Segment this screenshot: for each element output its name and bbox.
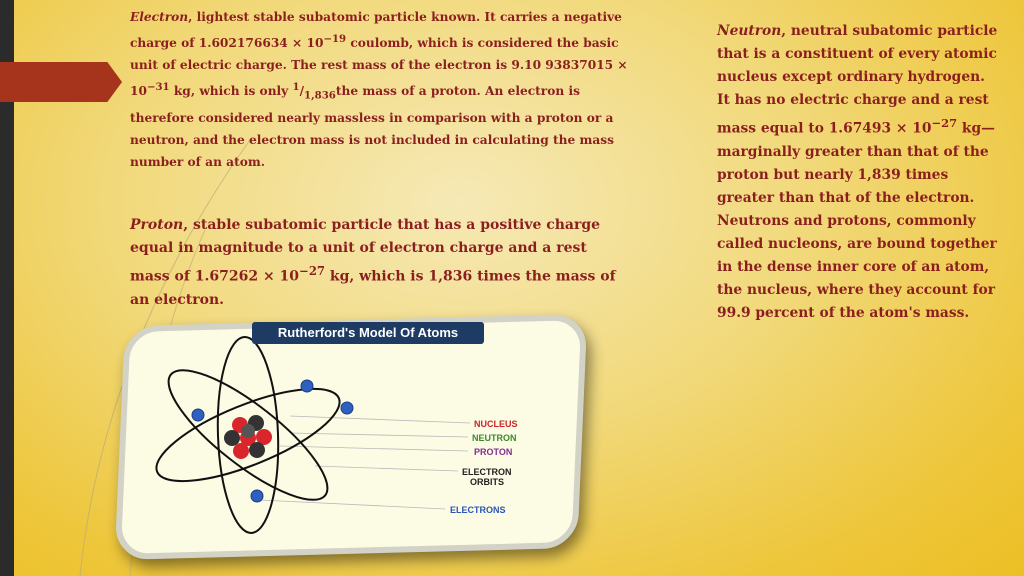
neutron-label: NEUTRON	[472, 433, 517, 443]
neutron-term: Neutron	[717, 23, 782, 39]
electron-exponent-charge: −19	[323, 33, 347, 45]
neutron-text-b: kg—marginally greater than that of the proton but nearly 1,839 times greater than that of the electron. Neutrons and protons, commonly called nucleons, are bound together in the dense inner core of an atom, the nucleus, where they account for 99.9 percent of the atom's mass.	[717, 120, 997, 321]
electron-term: Electron	[130, 10, 189, 24]
electrons	[192, 380, 353, 502]
proton-paragraph	[130, 214, 630, 312]
fraction-numerator: 1	[292, 81, 300, 94]
nucleus-label: NUCLEUS	[474, 419, 518, 429]
nucleus	[224, 415, 272, 459]
electron-text-d: the mass of a proton. An electron is therefore considered nearly massless in comparison with a proton or a neutron, and the electron mass is not included in calculating the mass number of an atom.	[130, 84, 615, 169]
fraction-denominator: 1,836	[304, 89, 336, 102]
electron-text-b: coulomb, which is considered the basic unit of electric charge. The rest mass of the electron is 9.10 93837015 × 10	[130, 36, 628, 99]
neutron-text-a: , neutral subatomic particle that is a constituent of every atomic nucleus except ordinary hydrogen. It has no electric charge and a rest mass equal to 1.67493 × 10	[717, 23, 998, 137]
proton-exponent: −27	[299, 264, 326, 278]
proton-label: PROTON	[474, 447, 513, 457]
electron-orbits-label-line1: ELECTRON	[462, 467, 512, 477]
proton-term: Proton	[130, 217, 184, 233]
neutron-exponent: −27	[931, 116, 958, 130]
electron-orbits-label-line2: ORBITS	[470, 477, 505, 487]
diagram-title: Rutherford's Model Of Atoms	[252, 322, 484, 344]
electron-text-c: kg, which is only	[169, 84, 293, 99]
neutron-paragraph	[717, 20, 1002, 325]
electron-paragraph: Electron, lightest stable subatomic particle known. It carries a negative charge of $1.602176634 \times 10^{-19}$ coulomb, which is considered the basic unit of electric charge. The rest mass of the electron is 9.10 $93837015 \times 10^{-31}$ kg, which is only $^1/_{1,836}the$ mass of a proton. An electron is therefore considered nearly massless in comparison with a proton or a neutron, and the electron mass is not included in calculating the mass number of an atom.	[130, 10, 628, 169]
electron-text-a: , lightest stable subatomic particle known. It carries a negative charge of 1.602176634 × 10	[130, 10, 622, 51]
atom-model-card	[120, 320, 570, 542]
proton-text-a: , stable subatomic particle that has a positive charge equal in magnitude to a unit of electron charge and a rest mass of 1.67262 × 10	[130, 217, 601, 285]
electrons-label: ELECTRONS	[450, 505, 506, 515]
proton-text-b: kg, which is 1,836 times the mass of an electron.	[130, 268, 616, 308]
electron-exponent-mass: −31	[146, 81, 170, 94]
